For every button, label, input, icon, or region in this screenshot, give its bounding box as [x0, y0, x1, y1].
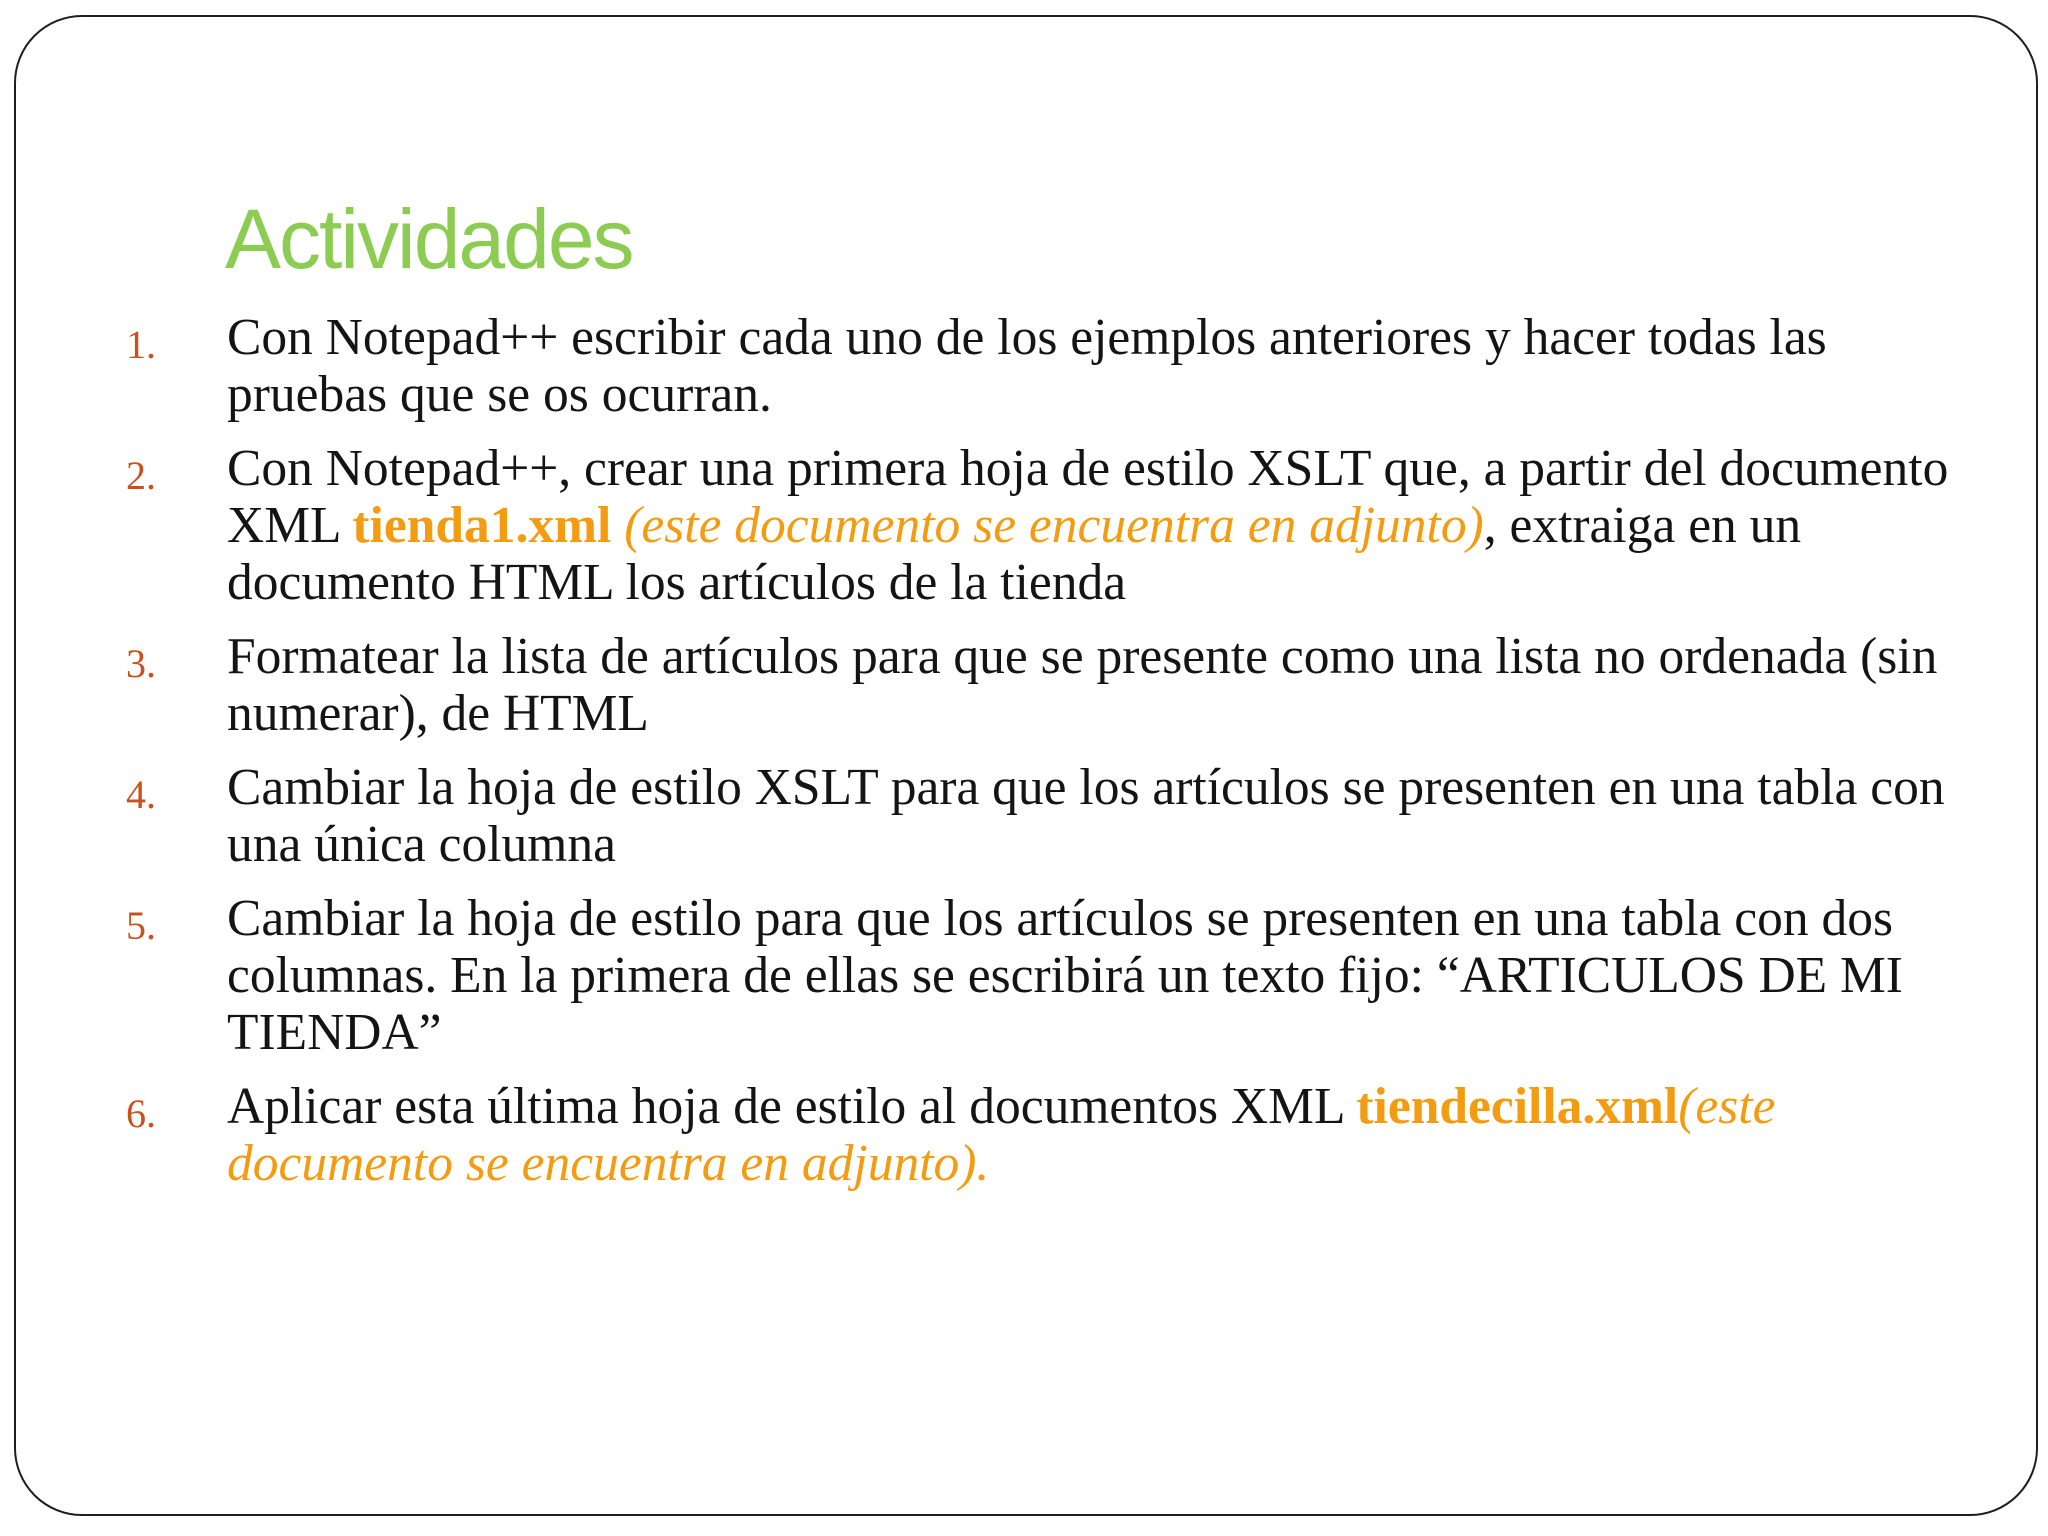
slide-title: Actividades — [225, 192, 633, 286]
item-text: Cambiar la hoja de estilo XSLT para que los artículos se presenten en una tabla con una única columna — [227, 759, 1945, 873]
attachment-note: (este documento se encuentra en adjunto) — [611, 497, 1484, 554]
item-number: 4. — [126, 772, 156, 817]
item-number: 1. — [126, 322, 156, 367]
file-name: tienda1.xml — [352, 497, 612, 554]
item-number: 2. — [126, 453, 156, 498]
list-item — [16, 759, 2016, 873]
slide — [14, 15, 2038, 1516]
file-name: tiendecilla.xml — [1356, 1078, 1679, 1135]
item-text: Aplicar esta última hoja de estilo al documentos XML — [227, 1078, 1357, 1135]
item-text: Con Notepad++, crear una primera hoja de estilo XSLT que, a partir del documento XML — [227, 440, 1949, 554]
list-item — [16, 628, 2016, 742]
activities-list — [16, 309, 2016, 1209]
list-item — [16, 1078, 2016, 1192]
attachment-note: (este documento se encuentra en adjunto). — [227, 1078, 1776, 1192]
item-text: , extraiga en un documento HTML los artículos de la tienda — [227, 497, 1802, 611]
item-number: 5. — [126, 903, 156, 948]
item-text: Con Notepad++ escribir cada uno de los ejemplos anteriores y hacer todas las pruebas que se os ocurran. — [227, 309, 1827, 423]
item-text: Cambiar la hoja de estilo para que los artículos se presenten en una tabla con dos columnas. En la primera de ellas se escribirá un texto fijo: “ARTICULOS DE MI TIENDA” — [227, 890, 1903, 1061]
item-text: Formatear la lista de artículos para que se presente como una lista no ordenada (sin numerar), de HTML — [227, 628, 1938, 742]
list-item — [16, 309, 2016, 423]
list-item — [16, 440, 2016, 611]
item-number: 3. — [126, 641, 156, 686]
item-number: 6. — [126, 1091, 156, 1136]
list-item — [16, 890, 2016, 1061]
